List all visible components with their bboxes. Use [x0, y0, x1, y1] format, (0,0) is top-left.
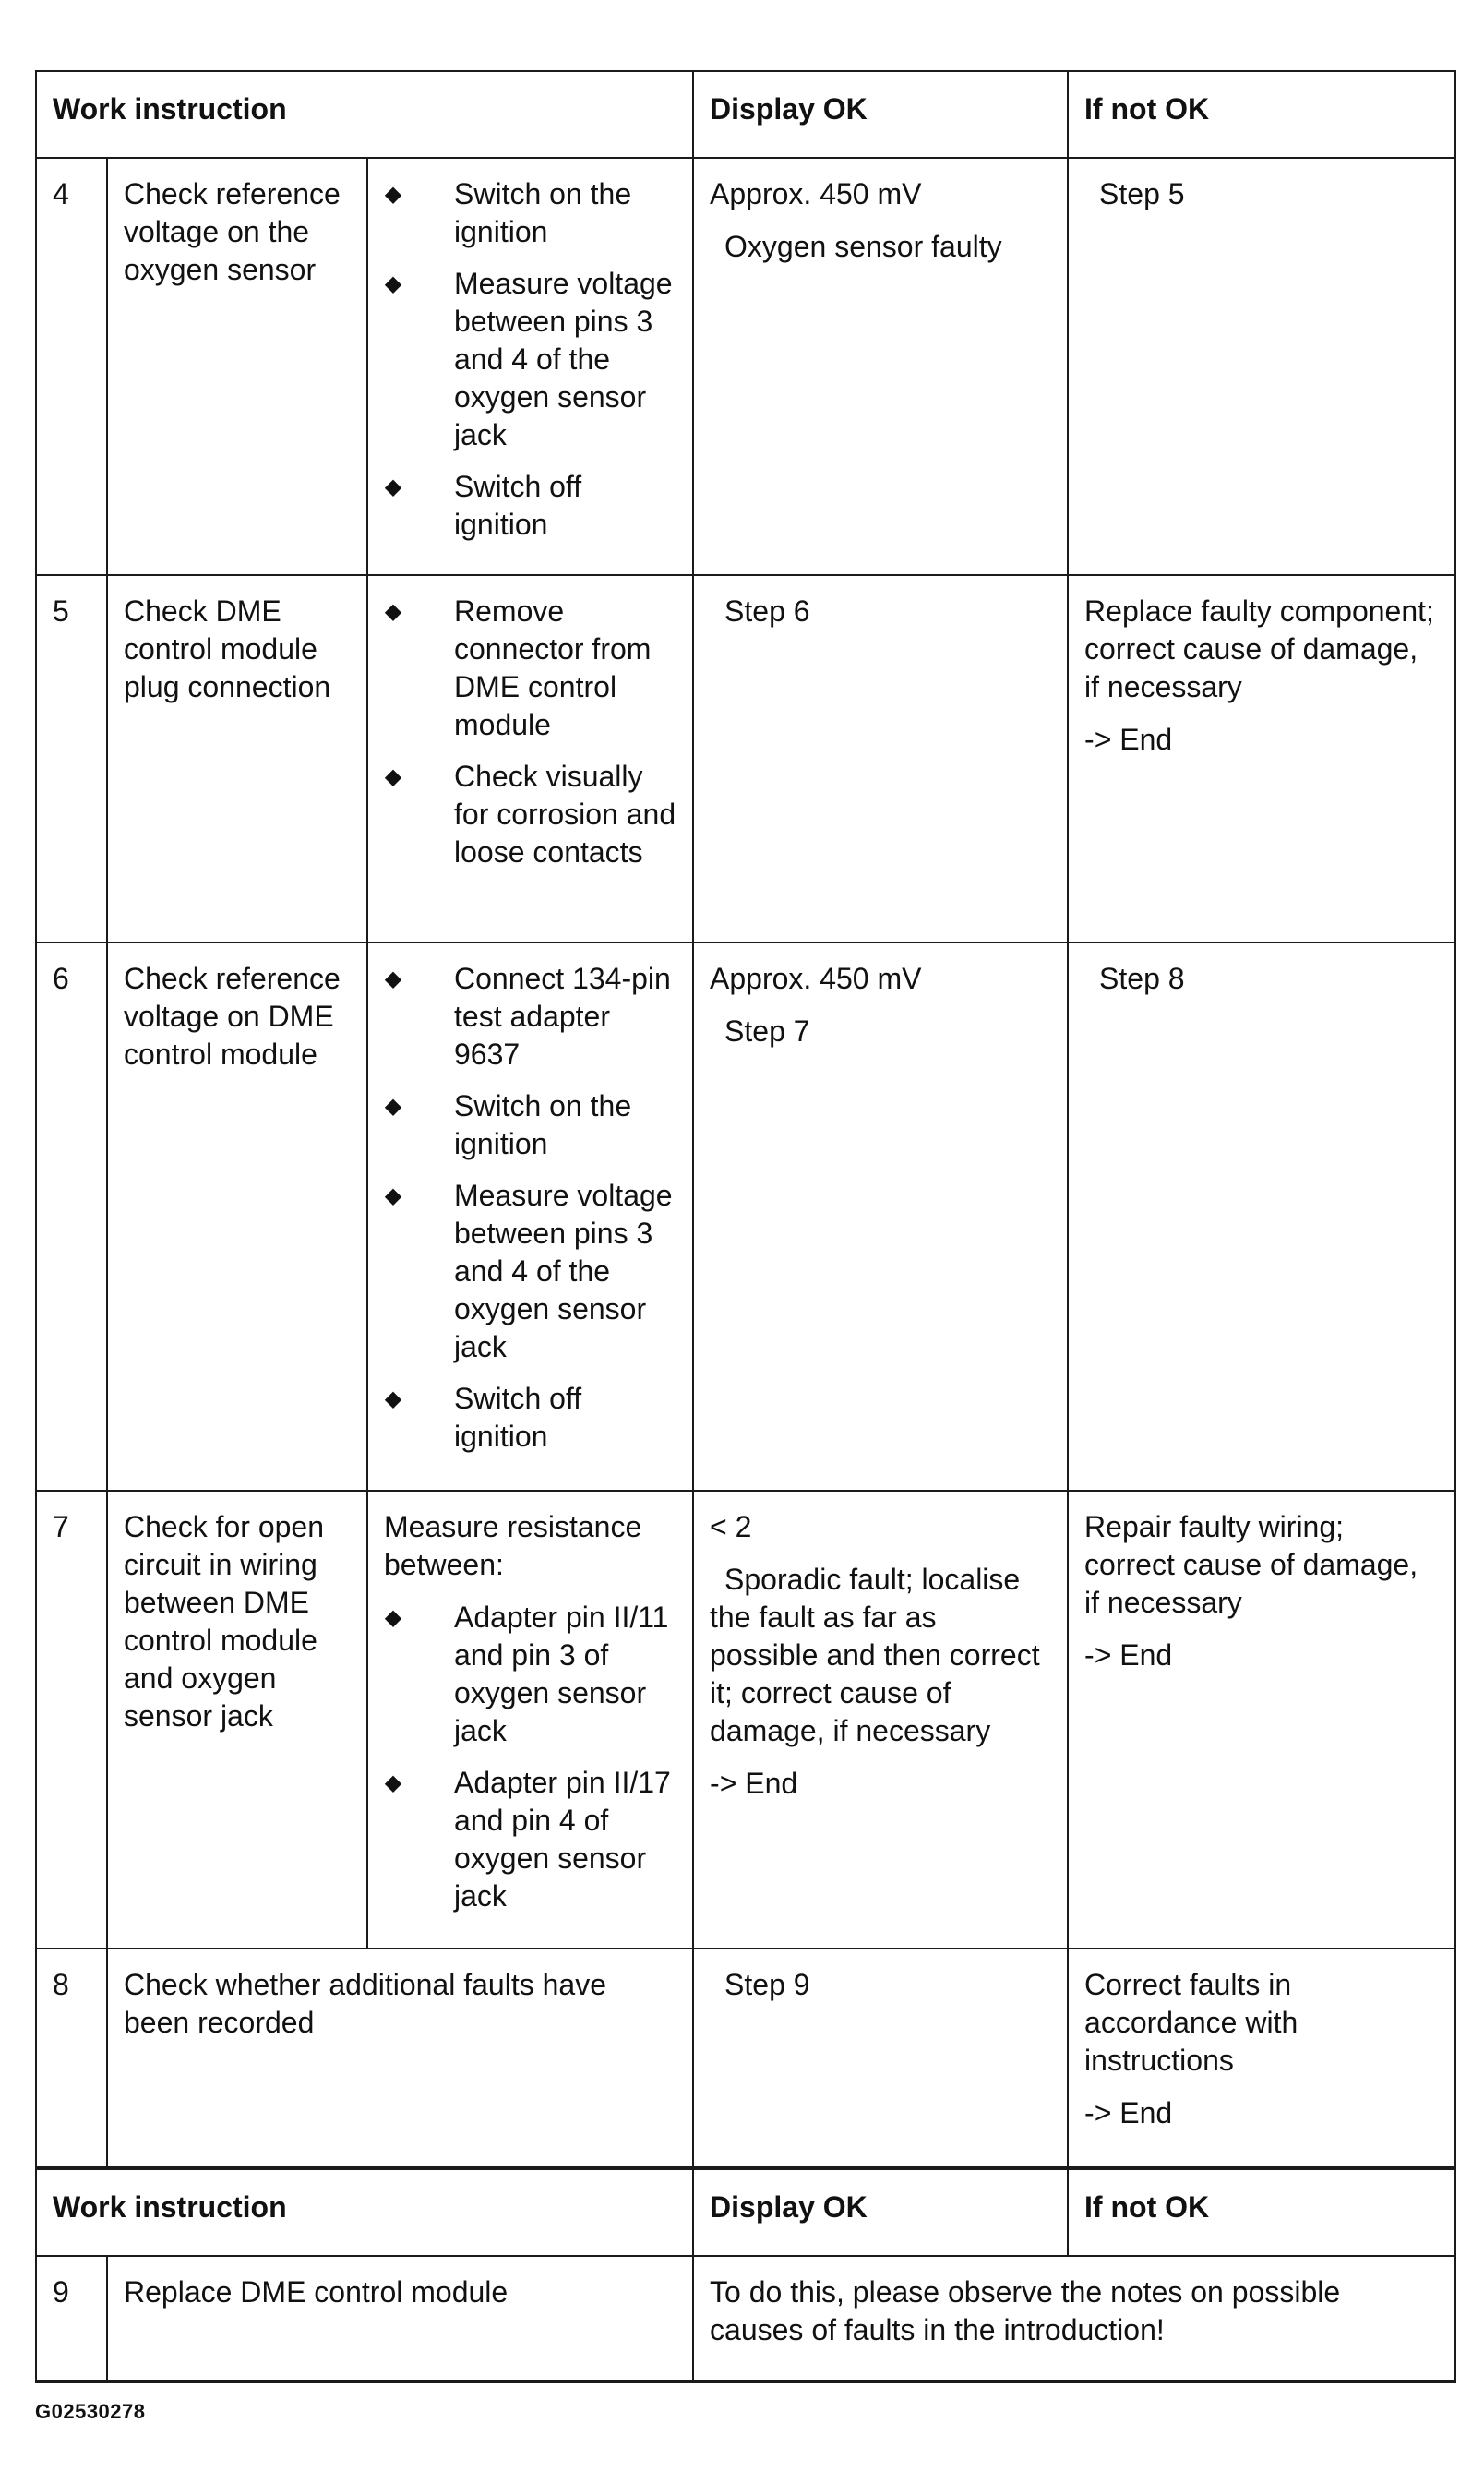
display-ok-cell — [693, 942, 1068, 1491]
list-item — [384, 593, 677, 744]
list-item — [384, 1177, 677, 1366]
check-description: Replace DME control module — [107, 2256, 693, 2381]
if-not-ok-result: Correct faults in accordance with instructions — [1084, 1968, 1298, 2077]
diamond-bullet-icon: ◆ — [384, 474, 402, 499]
action-text: Connect 134-pin test adapter 9637 — [454, 962, 671, 1071]
table-row — [36, 942, 1455, 1491]
step-number: 7 — [36, 1491, 107, 1949]
action-text: Switch on the ignition — [454, 1089, 632, 1160]
table-row — [36, 1949, 1455, 2168]
list-item — [384, 758, 677, 871]
action-text: Switch off ignition — [454, 470, 582, 541]
display-ok-cell — [693, 1491, 1068, 1949]
diamond-bullet-icon: ◆ — [384, 1605, 402, 1630]
action-list — [384, 175, 677, 544]
diamond-bullet-icon: ◆ — [384, 966, 402, 991]
if-not-ok-cell — [1068, 575, 1455, 942]
check-description: Check DME control module plug connection — [107, 575, 367, 942]
display-ok-result: Oxygen sensor faulty — [724, 230, 1002, 263]
list-item — [384, 1087, 677, 1163]
action-text: Measure voltage between pins 3 and 4 of the oxygen sensor jack — [454, 1179, 673, 1363]
table-row — [36, 1491, 1455, 1949]
table-header-row-repeat — [36, 2168, 1455, 2256]
header-display-ok: Display OK — [693, 2168, 1068, 2256]
list-item — [384, 175, 677, 251]
step-number: 5 — [36, 575, 107, 942]
if-not-ok-end: -> End — [1084, 1638, 1173, 1672]
display-ok-result: Sporadic fault; localise the fault as far as possible and then correct it; correct cause of damage, if necessary — [710, 1563, 1040, 1747]
action-text: Check visually for corrosion and loose contacts — [454, 760, 676, 869]
header-work-instruction: Work instruction — [36, 2168, 693, 2256]
if-not-ok-cell — [1068, 1949, 1455, 2168]
diamond-bullet-icon: ◆ — [384, 271, 402, 296]
if-not-ok-end: -> End — [1084, 2096, 1173, 2129]
list-item — [384, 468, 677, 544]
display-ok-result: Step 6 — [724, 594, 810, 628]
check-description: Check for open circuit in wiring between DME control module and oxygen sensor jack — [107, 1491, 367, 1949]
display-ok-value: Approx. 450 mV — [710, 177, 922, 210]
display-ok-cell — [693, 158, 1068, 575]
list-item — [384, 1599, 677, 1750]
action-intro: Measure resistance between: — [384, 1510, 642, 1581]
display-ok-result: Step 9 — [724, 1968, 810, 2001]
check-description: Check whether additional faults have been recorded — [107, 1949, 693, 2168]
check-description: Check reference voltage on DME control module — [107, 942, 367, 1491]
action-cell — [367, 942, 693, 1491]
if-not-ok-cell — [1068, 1491, 1455, 1949]
action-text: Switch on the ignition — [454, 177, 632, 248]
list-item — [384, 960, 677, 1074]
action-text: Adapter pin II/17 and pin 4 of oxygen sensor jack — [454, 1766, 671, 1913]
table-row — [36, 575, 1455, 942]
action-text: Measure voltage between pins 3 and 4 of the oxygen sensor jack — [454, 267, 673, 451]
action-list — [384, 960, 677, 1456]
step-note: To do this, please observe the notes on possible causes of faults in the introduction! — [693, 2256, 1455, 2381]
list-item — [384, 265, 677, 454]
if-not-ok-result: Replace faulty component; correct cause of damage, if necessary — [1084, 594, 1434, 703]
table-row — [36, 2256, 1455, 2381]
action-text: Remove connector from DME control module — [454, 594, 652, 741]
list-item — [384, 1764, 677, 1915]
diamond-bullet-icon: ◆ — [384, 182, 402, 207]
if-not-ok-end: -> End — [1084, 723, 1173, 756]
step-number: 9 — [36, 2256, 107, 2381]
figure-code: G02530278 — [35, 2400, 146, 2423]
display-ok-cell — [693, 575, 1068, 942]
display-ok-result: Step 7 — [724, 1014, 810, 1048]
if-not-ok-result: Step 5 — [1099, 177, 1185, 210]
header-display-ok: Display OK — [693, 71, 1068, 158]
diamond-bullet-icon: ◆ — [384, 1770, 402, 1795]
action-cell — [367, 158, 693, 575]
step-number: 8 — [36, 1949, 107, 2168]
header-if-not-ok: If not OK — [1068, 2168, 1455, 2256]
diamond-bullet-icon: ◆ — [384, 1094, 402, 1119]
display-ok-cell — [693, 1949, 1068, 2168]
list-item — [384, 1380, 677, 1456]
table-row — [36, 158, 1455, 575]
diamond-bullet-icon: ◆ — [384, 764, 402, 789]
step-number: 4 — [36, 158, 107, 575]
if-not-ok-result: Step 8 — [1099, 962, 1185, 995]
action-cell — [367, 575, 693, 942]
display-ok-value: Approx. 450 mV — [710, 962, 922, 995]
header-if-not-ok: If not OK — [1068, 71, 1455, 158]
check-description: Check reference voltage on the oxygen sensor — [107, 158, 367, 575]
action-cell — [367, 1491, 693, 1949]
display-ok-end: -> End — [710, 1767, 798, 1800]
diamond-bullet-icon: ◆ — [384, 1386, 402, 1411]
display-ok-value: < 2 — [710, 1510, 752, 1543]
action-text: Adapter pin II/11 and pin 3 of oxygen sensor jack — [454, 1601, 669, 1747]
action-text: Switch off ignition — [454, 1382, 582, 1453]
action-list — [384, 593, 677, 871]
diamond-bullet-icon: ◆ — [384, 599, 402, 624]
if-not-ok-cell — [1068, 942, 1455, 1491]
action-list — [384, 1599, 677, 1915]
diamond-bullet-icon: ◆ — [384, 1183, 402, 1208]
if-not-ok-cell — [1068, 158, 1455, 575]
work-instruction-table — [35, 70, 1456, 2383]
header-work-instruction: Work instruction — [36, 71, 693, 158]
step-number: 6 — [36, 942, 107, 1491]
table-header-row — [36, 71, 1455, 158]
if-not-ok-result: Repair faulty wiring; correct cause of damage, if necessary — [1084, 1510, 1418, 1619]
